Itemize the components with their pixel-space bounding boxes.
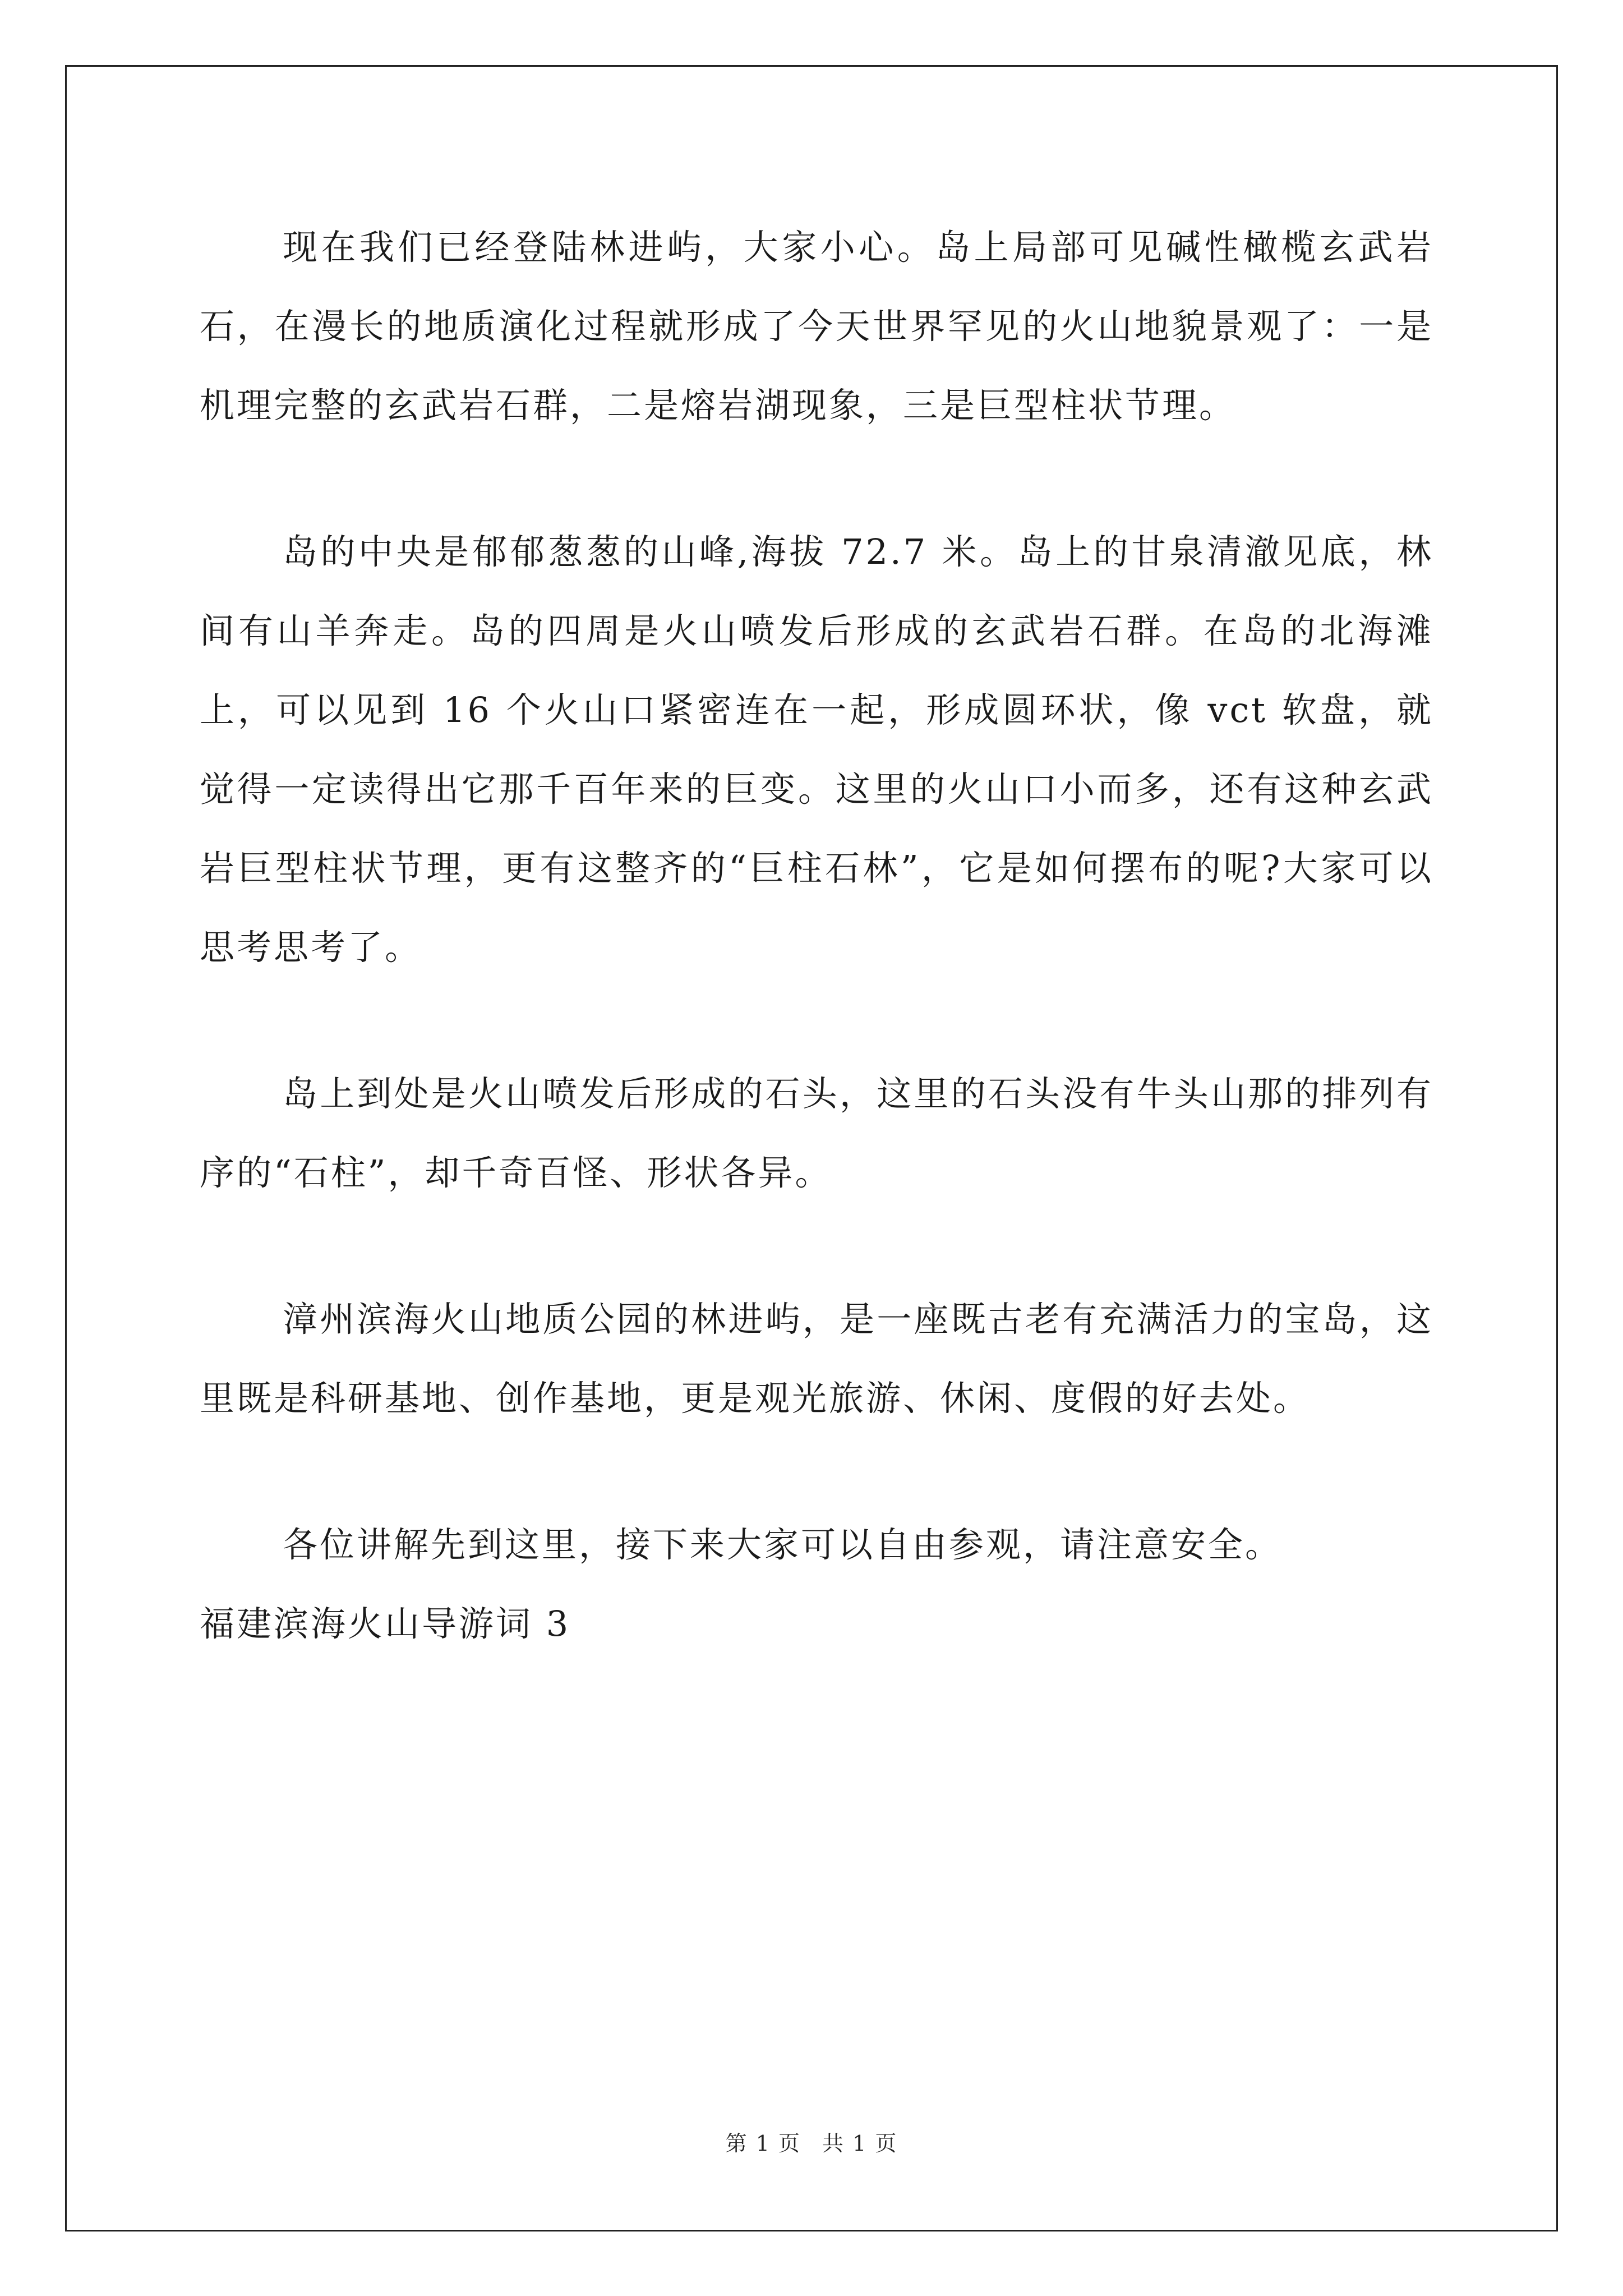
page-total: 共 1 页 — [822, 2131, 898, 2156]
paragraph-2: 岛的中央是郁郁葱葱的山峰,海拔 72.7 米。岛上的甘泉清澈见底，林间有山羊奔走。岛的四周是火山喷发后形成的玄武岩石群。在岛的北海滩上，可以见到 16 个火山口紧密连在一起，形成圆环状，像 vct 软盘，就觉得一定读得出它那千百年来的巨变。这里的火山口小而多，还有这种玄武岩巨型柱状节理，更有这整齐的“巨柱石林”，它是如何摆布的呢?大家可以思考思考了。 — [200, 531, 1433, 968]
document-body — [200, 208, 1433, 1663]
page-footer — [0, 2126, 1623, 2157]
page-number: 第 1 页 — [725, 2131, 801, 2156]
paragraph-5: 各位讲解先到这里，接下来大家可以自由参观，请注意安全。 — [283, 1524, 1283, 1565]
paragraph-1: 现在我们已经登陆林进屿，大家小心。岛上局部可见碱性橄榄玄武岩石，在漫长的地质演化过程就形成了今天世界罕见的火山地貌景观了：一是机理完整的玄武岩石群，二是熔岩湖现象，三是巨型柱状节理。 — [200, 227, 1433, 426]
section-heading: 福建滨海火山导游词 3 — [200, 1603, 571, 1644]
paragraph-3: 岛上到处是火山喷发后形成的石头，这里的石头没有牛头山那的排列有序的“石柱”，却千奇百怪、形状各异。 — [200, 1073, 1433, 1193]
paragraph-4: 漳州滨海火山地质公园的林进屿，是一座既古老有充满活力的宝岛，这里既是科研基地、创作基地，更是观光旅游、休闲、度假的好去处。 — [200, 1299, 1433, 1419]
